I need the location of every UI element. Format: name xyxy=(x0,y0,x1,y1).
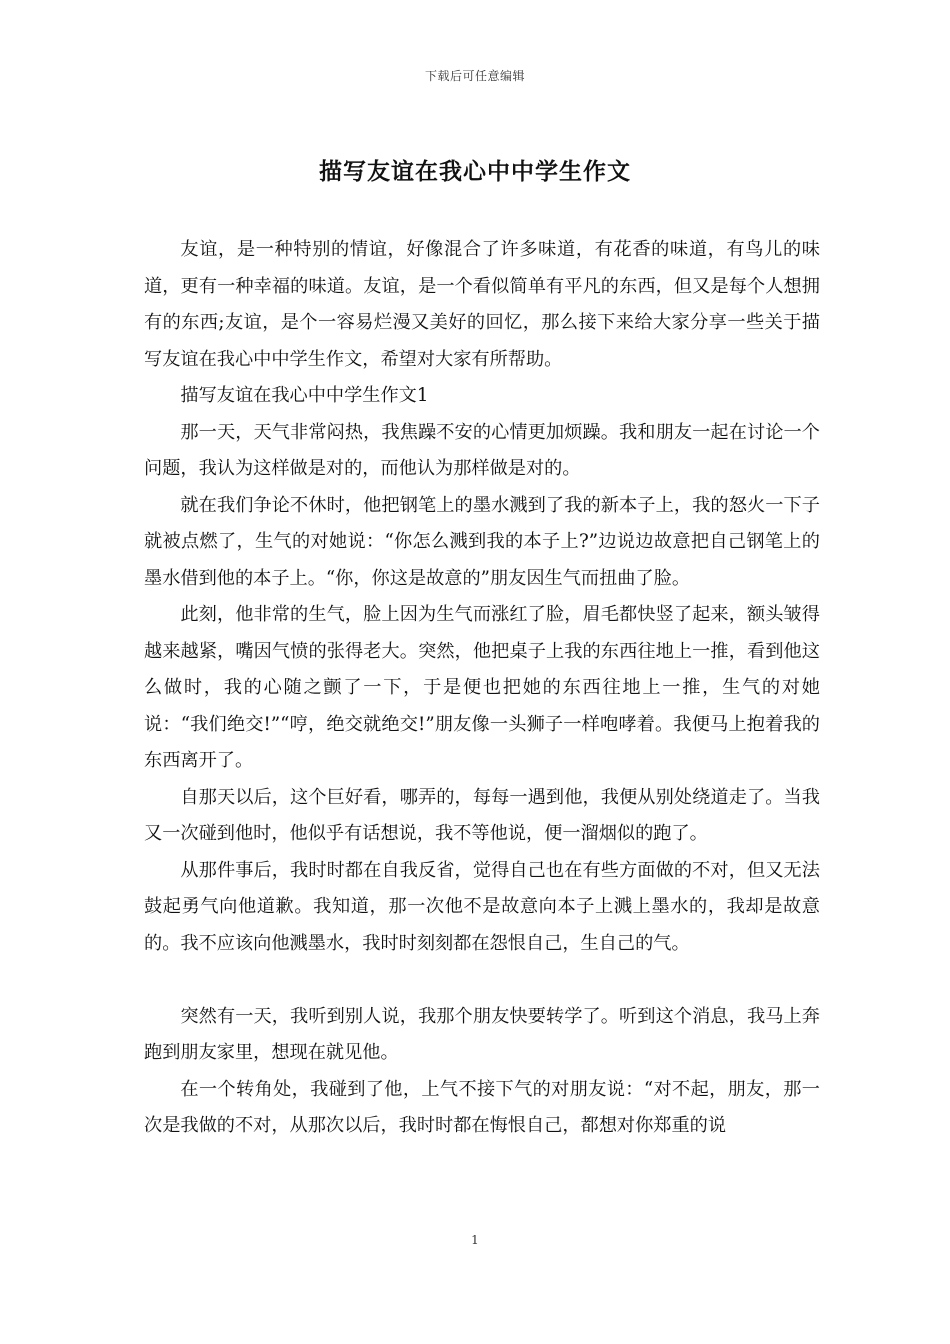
paragraph: 从那件事后，我时时都在自我反省，觉得自己也在有些方面做的不对，但又无法鼓起勇气向他道歉。我知道，那一次他不是故意向本子上溅上墨水的，我却是故意的。我不应该向他溅墨水，我时时刻刻都在怨恨自己，生自己的气。 xyxy=(144,859,820,954)
paragraph-intro: 友谊，是一种特别的情谊，好像混合了许多味道，有花香的味道，有鸟儿的味道，更有一种幸福的味道。友谊，是一个看似简单有平凡的东西，但又是每个人想拥有的东西;友谊，是个一容易烂漫又美好的回忆，那么接下来给大家分享一些关于描写友谊在我心中中学生作文，希望对大家有所帮助。 xyxy=(144,239,820,370)
paragraph: 那一天，天气非常闷热，我焦躁不安的心情更加烦躁。我和朋友一起在讨论一个问题，我认为这样做是对的，而他认为那样做是对的。 xyxy=(144,421,820,479)
document-body xyxy=(144,232,820,1145)
paragraph: 自那天以后，这个巨好看，哪弄的，每每一遇到他，我便从别处绕道走了。当我又一次碰到他时，他似乎有话想说，我不等他说，便一溜烟似的跑了。 xyxy=(144,786,820,844)
document-title: 描写友谊在我心中中学生作文 xyxy=(319,158,631,185)
header-note: 下载后可任意编辑 xyxy=(424,69,525,83)
paragraph: 突然有一天，我听到别人说，我那个朋友快要转学了。听到这个消息，我马上奔跑到朋友家里，想现在就见他。 xyxy=(144,1005,820,1063)
paragraph: 就在我们争论不休时，他把钢笔上的墨水溅到了我的新本子上，我的怒火一下子就被点燃了，生气的对她说：“你怎么溅到我的本子上?”边说边故意把自己钢笔上的墨水借到他的本子上。“你，你这是故意的”朋友因生气而扭曲了脸。 xyxy=(144,494,820,589)
paragraph: 此刻，他非常的生气，脸上因为生气而涨红了脸，眉毛都快竖了起来，额头皱得越来越紧，嘴因气愤的张得老大。突然，他把桌子上我的东西往地上一推，看到他这么做时，我的心随之颤了一下，于是便也把她的东西往地上一推，生气的对她说：“我们绝交!”“哼，绝交就绝交!”朋友像一头狮子一样咆哮着。我便马上抱着我的东西离开了。 xyxy=(144,604,820,771)
section-heading: 描写友谊在我心中中学生作文1 xyxy=(180,385,429,406)
paragraph: 在一个转角处，我碰到了他，上气不接下气的对朋友说：“对不起，朋友，那一次是我做的不对，从那次以后，我时时都在悔恨自己，都想对你郑重的说 xyxy=(144,1078,820,1136)
page-number: 1 xyxy=(471,1233,479,1247)
